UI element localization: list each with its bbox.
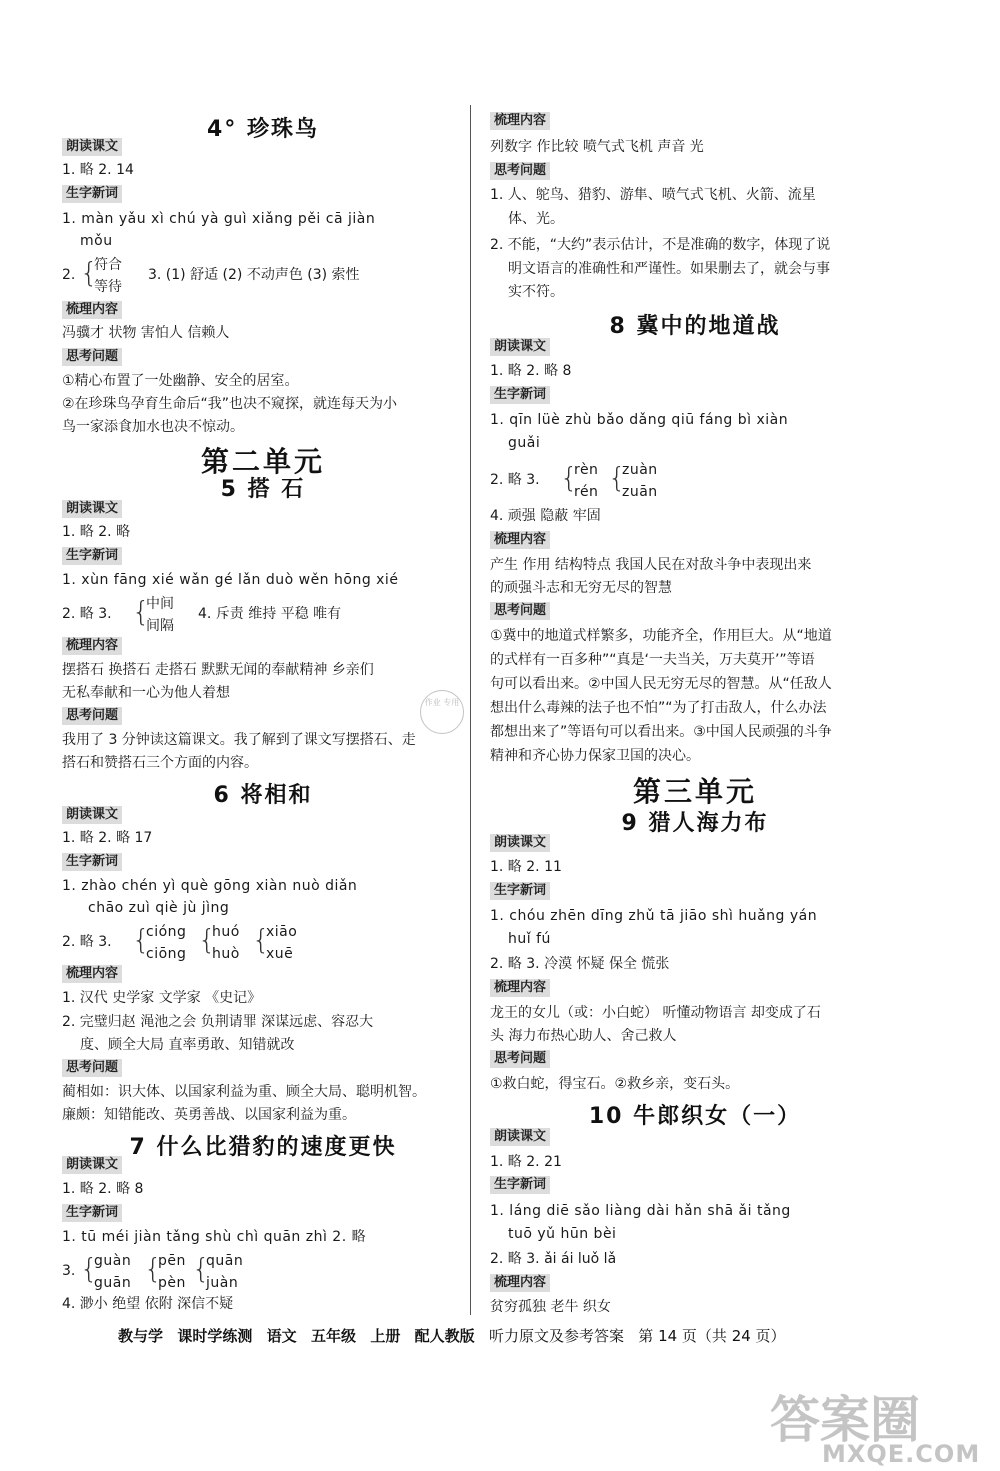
watermark-url: MXQE.COM: [822, 1440, 981, 1468]
l7-think-1: 1. 人、鸵鸟、猎豹、游隼、喷气式飞机、火箭、流星: [490, 187, 816, 203]
tag-read: 朗读课文: [490, 338, 550, 356]
l5-content-1: 摆搭石 换搭石 走搭石 默默无闻的奉献精神 乡亲们: [62, 662, 374, 678]
tag-think: 思考问题: [62, 1059, 122, 1077]
l9-think: ①救白蛇，得宝石。②救乡亲，变石头。: [490, 1076, 740, 1092]
l6-q2: 2. 略 3.: [62, 934, 112, 950]
l8-group-2: zuàn zuān: [622, 462, 658, 500]
brace: {: [560, 461, 578, 494]
lesson-6-title: 6 将相和: [213, 783, 313, 808]
l6-group-2: huó huò: [212, 924, 240, 962]
l8-think-1: ①冀中的地道式样繁多，功能齐全，作用巨大。从“地道: [490, 628, 832, 644]
tag-read: 朗读课文: [62, 1156, 122, 1174]
lesson-4-title: 4° 珍珠鸟: [207, 117, 319, 142]
l7-read: 1. 略 2. 略 8: [62, 1181, 144, 1197]
l6-think-1: 蔺相如：识大体、以国家利益为重、顾全大局、聪明机智。: [62, 1084, 426, 1100]
l10-pinyin-1: 1. láng diē sǎo liàng dài hǎn shā ǎi tǎng: [490, 1203, 791, 1219]
l8-pinyin-1: 1. qīn lüè zhù bǎo dǎng qiū fáng bì xiàn: [490, 412, 789, 428]
l4-think-3: 鸟一家添食加水也决不惊动。: [62, 419, 244, 435]
tag-think: 思考问题: [490, 602, 550, 620]
tag-read: 朗读课文: [490, 834, 550, 852]
l5-q2: 2. 略 3.: [62, 606, 112, 622]
l10-content: 贫穷孤独 老牛 织女: [490, 1299, 611, 1315]
l8-q2: 2. 略 3.: [490, 472, 540, 488]
tag-think: 思考问题: [490, 162, 550, 180]
l6-read: 1. 略 2. 略 17: [62, 830, 153, 846]
l4-think-2: ②在珍珠鸟孕育生命后“我”也决不窥探，就连每天为小: [62, 396, 398, 412]
tag-words: 生字新词: [62, 547, 122, 565]
l6-group-3: xiāo xuē: [266, 924, 298, 962]
l9-content-1: 龙王的女儿（或：小白蛇） 听懂动物语言 却变成了石: [490, 1005, 821, 1021]
column-divider: [470, 105, 471, 1315]
l7-think-4: 明文语言的准确性和严谨性。如果删去了，就会与事: [508, 261, 830, 277]
tag-words: 生字新词: [490, 882, 550, 900]
l4-pinyin-1: 1. màn yǎu xì chú yà guì xiǎng pěi cā jiàn: [62, 211, 376, 227]
footer-subject: 语文: [266, 1327, 297, 1345]
l4-pinyin-2: mǒu: [80, 233, 113, 249]
footer-series: 课时学练测: [177, 1327, 253, 1345]
l6-group-1: cióng ciōng: [146, 924, 187, 962]
l7-content: 列数字 作比较 喷气式飞机 声音 光: [490, 139, 704, 155]
tag-words: 生字新词: [62, 853, 122, 871]
tag-content: 梳理内容: [62, 301, 122, 319]
tag-content: 梳理内容: [490, 531, 550, 549]
l7-group-2: pēn pèn: [158, 1253, 186, 1291]
lesson-9-title: 9 猎人海力布: [621, 811, 769, 836]
l9-q2: 2. 略 3. 冷漠 怀疑 保全 慌张: [490, 956, 670, 972]
l7-q3: 3.: [62, 1263, 76, 1279]
l5-content-2: 无私奉献和一心为他人着想: [62, 685, 230, 701]
l8-think-5: 都想出来了”等语句可以看出来。③中国人民顽强的斗争: [490, 724, 832, 740]
lesson-5-title: 5 搭 石: [220, 477, 306, 502]
l7-group-1: guàn guān: [94, 1253, 132, 1291]
tag-think: 思考问题: [62, 348, 122, 366]
tag-words: 生字新词: [62, 1204, 122, 1222]
l4-read: 1. 略 2. 14: [62, 162, 134, 178]
lesson-7-title: 7 什么比猎豹的速度更快: [129, 1135, 397, 1160]
l4-q2: 2.: [62, 267, 76, 283]
stamp-logo: 作业 专用: [420, 690, 464, 734]
l6-content-3: 度、顾全大局 直率勇敢、知错就改: [80, 1037, 295, 1053]
lesson-10-title: 10 牛郎织女（一）: [588, 1104, 802, 1129]
l9-read: 1. 略 2. 11: [490, 859, 562, 875]
l10-read: 1. 略 2. 21: [490, 1154, 562, 1170]
l5-pinyin: 1. xùn fāng xié wǎn gé lǎn duò wěn hōng xié: [62, 572, 399, 588]
l9-content-2: 头 海力布热心助人、舍己救人: [490, 1028, 677, 1044]
watermark-logo: 答案圈: [770, 1391, 920, 1449]
l8-read: 1. 略 2. 略 8: [490, 363, 572, 379]
tag-read: 朗读课文: [62, 500, 122, 518]
tag-read: 朗读课文: [62, 806, 122, 824]
l7-think-2: 体、光。: [508, 211, 564, 227]
l4-q3: 3. (1) 舒适 (2) 不动声色 (3) 索性: [148, 267, 360, 283]
l8-think-4: 想出什么毒辣的法子也不怕”“为了打击敌人，什么办法: [490, 700, 827, 716]
footer-term: 上册: [370, 1327, 401, 1345]
l8-pinyin-2: guǎi: [508, 435, 541, 451]
unit-2-heading: 第二单元: [200, 445, 325, 478]
tag-think: 思考问题: [62, 707, 122, 725]
tag-content: 梳理内容: [490, 112, 550, 130]
l6-content-1: 1. 汉代 史学家 文学家 《史记》: [62, 990, 262, 1006]
tag-words: 生字新词: [62, 185, 122, 203]
l8-think-3: 句可以看出来。②中国人民无穷无尽的智慧。从“任敌人: [490, 676, 832, 692]
l10-pinyin-2: tuō yǔ hūn bèi: [508, 1226, 617, 1242]
l4-think-1: ①精心布置了一处幽静、安全的居室。: [62, 373, 299, 389]
l5-q4: 4. 斥责 维持 平稳 唯有: [198, 606, 342, 622]
l9-pinyin-2: huǐ fú: [508, 931, 551, 947]
tag-read: 朗读课文: [490, 1128, 550, 1146]
brace: {: [80, 256, 98, 289]
l7-q4: 4. 渺小 绝望 依附 深信不疑: [62, 1296, 234, 1312]
l6-content-2: 2. 完璧归赵 渑池之会 负荆请罪 深谋远虑、容忍大: [62, 1014, 374, 1030]
brace: {: [80, 1252, 98, 1285]
page-footer: [118, 1325, 786, 1346]
l8-think-6: 精神和齐心协力保家卫国的决心。: [490, 748, 700, 764]
l7-think-3: 2. 不能，“大约”表示估计，不是准确的数字，体现了说: [490, 237, 831, 253]
tag-content: 梳理内容: [490, 979, 550, 997]
brace: {: [252, 923, 270, 956]
brace: {: [132, 923, 150, 956]
l4-content: 冯骥才 状物 害怕人 信赖人: [62, 325, 230, 341]
l8-group-1: rèn rén: [574, 462, 599, 500]
footer-edition: 配人教版: [414, 1327, 475, 1345]
l7-pinyin: 1. tū méi jiàn tǎng shù chì quān zhì 2. 略: [62, 1229, 367, 1245]
footer-desc: 听力原文及参考答案: [488, 1327, 624, 1345]
tag-read: 朗读课文: [62, 138, 122, 156]
l8-q4: 4. 顽强 隐蔽 牢固: [490, 508, 601, 524]
l6-think-2: 廉颇：知错能改、英勇善战、以国家利益为重。: [62, 1107, 356, 1123]
l5-brace-words: 中间 间隔: [146, 596, 174, 634]
brace: {: [132, 595, 150, 628]
l9-pinyin-1: 1. chóu zhēn dīng zhǔ tā jiāo shì huǎng yán: [490, 908, 818, 924]
unit-3-heading: 第三单元: [632, 775, 757, 808]
tag-content: 梳理内容: [62, 965, 122, 983]
l8-think-2: 的式样有一百多种”“真是‘一夫当关，万夫莫开’”等语: [490, 652, 815, 668]
tag-content: 梳理内容: [490, 1274, 550, 1292]
l8-content-2: 的顽强斗志和无穷无尽的智慧: [490, 580, 672, 596]
tag-words: 生字新词: [490, 386, 550, 404]
brace: {: [144, 1252, 162, 1285]
footer-brand: 教与学: [118, 1327, 164, 1345]
l7-think-5: 实不符。: [508, 284, 564, 300]
l5-think-2: 搭石和赞搭石三个方面的内容。: [62, 755, 258, 771]
tag-words: 生字新词: [490, 1176, 550, 1194]
footer-page: 第 14 页（共 24 页）: [638, 1327, 786, 1345]
l8-content-1: 产生 作用 结构特点 我国人民在对敌斗争中表现出来: [490, 557, 812, 573]
l4-brace-words: 符合 等待: [94, 257, 122, 295]
l10-q2: 2. 略 3. ǎi ái luǒ lǎ: [490, 1251, 617, 1267]
tag-content: 梳理内容: [62, 637, 122, 655]
brace: {: [198, 923, 216, 956]
l6-pinyin-2: chāo zuì qiè jù jìng: [88, 900, 230, 916]
brace: {: [608, 461, 626, 494]
brace: {: [192, 1252, 210, 1285]
lesson-8-title: 8 冀中的地道战: [609, 314, 781, 339]
l6-pinyin-1: 1. zhào chén yì què gōng xiàn nuò diǎn: [62, 878, 358, 894]
l7-group-3: quān juàn: [206, 1253, 244, 1291]
footer-grade: 五年级: [310, 1327, 356, 1345]
tag-think: 思考问题: [490, 1050, 550, 1068]
l5-read: 1. 略 2. 略: [62, 524, 131, 540]
l5-think-1: 我用了 3 分钟读这篇课文。我了解到了课文写摆搭石、走: [62, 732, 416, 748]
